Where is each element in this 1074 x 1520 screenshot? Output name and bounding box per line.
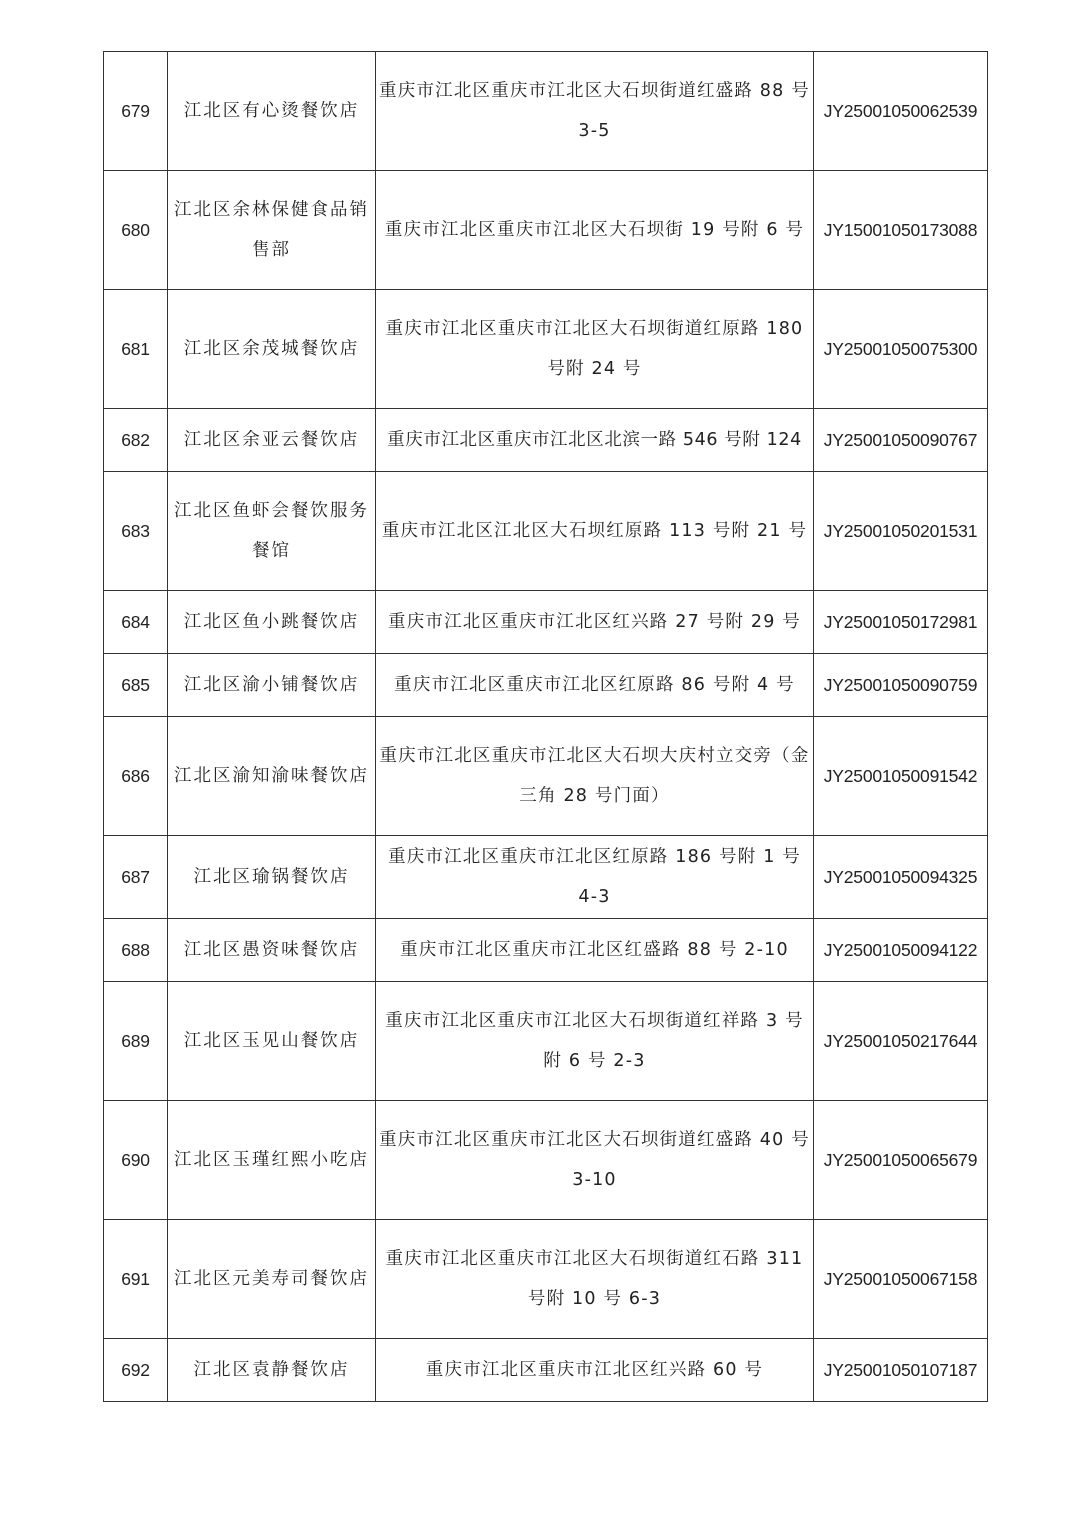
business-address: 重庆市江北区重庆市江北区北滨一路 546 号附 124 bbox=[376, 409, 814, 472]
row-number: 685 bbox=[104, 654, 168, 717]
business-name: 江北区元美寿司餐饮店 bbox=[168, 1220, 376, 1339]
business-name: 江北区玉见山餐饮店 bbox=[168, 982, 376, 1101]
business-address: 重庆市江北区重庆市江北区红原路 86 号附 4 号 bbox=[376, 654, 814, 717]
business-name: 江北区渝知渝味餐饮店 bbox=[168, 717, 376, 836]
row-number: 686 bbox=[104, 717, 168, 836]
row-number: 691 bbox=[104, 1220, 168, 1339]
row-number: 689 bbox=[104, 982, 168, 1101]
business-address: 重庆市江北区重庆市江北区大石坝街道红石路 311 号附 10 号 6-3 bbox=[376, 1220, 814, 1339]
row-number: 692 bbox=[104, 1339, 168, 1402]
row-number: 683 bbox=[104, 472, 168, 591]
license-number: JY25001050201531 bbox=[814, 472, 988, 591]
table-row bbox=[104, 717, 988, 836]
business-name: 江北区愚资味餐饮店 bbox=[168, 919, 376, 982]
license-number: JY25001050065679 bbox=[814, 1101, 988, 1220]
table-row bbox=[104, 982, 988, 1101]
table-row bbox=[104, 836, 988, 919]
license-number: JY25001050075300 bbox=[814, 290, 988, 409]
business-address: 重庆市江北区江北区大石坝红原路 113 号附 21 号 bbox=[376, 472, 814, 591]
table-row bbox=[104, 654, 988, 717]
license-number: JY25001050094122 bbox=[814, 919, 988, 982]
business-address: 重庆市江北区重庆市江北区大石坝街 19 号附 6 号 bbox=[376, 171, 814, 290]
table-row bbox=[104, 472, 988, 591]
license-number: JY25001050094325 bbox=[814, 836, 988, 919]
business-address: 重庆市江北区重庆市江北区红原路 186 号附 1 号 4-3 bbox=[376, 836, 814, 919]
business-name: 江北区瑜锅餐饮店 bbox=[168, 836, 376, 919]
registry-table bbox=[103, 51, 988, 1402]
business-name: 江北区袁静餐饮店 bbox=[168, 1339, 376, 1402]
business-name: 江北区鱼虾会餐饮服务餐馆 bbox=[168, 472, 376, 591]
license-number: JY25001050090759 bbox=[814, 654, 988, 717]
row-number: 682 bbox=[104, 409, 168, 472]
table-row bbox=[104, 1220, 988, 1339]
business-address: 重庆市江北区重庆市江北区大石坝街道红祥路 3 号附 6 号 2-3 bbox=[376, 982, 814, 1101]
table-row bbox=[104, 919, 988, 982]
row-number: 681 bbox=[104, 290, 168, 409]
business-address: 重庆市江北区重庆市江北区红兴路 60 号 bbox=[376, 1339, 814, 1402]
business-address: 重庆市江北区重庆市江北区红兴路 27 号附 29 号 bbox=[376, 591, 814, 654]
row-number: 684 bbox=[104, 591, 168, 654]
business-name: 江北区渝小铺餐饮店 bbox=[168, 654, 376, 717]
row-number: 687 bbox=[104, 836, 168, 919]
license-number: JY25001050172981 bbox=[814, 591, 988, 654]
business-name: 江北区余茂城餐饮店 bbox=[168, 290, 376, 409]
row-number: 688 bbox=[104, 919, 168, 982]
business-name: 江北区余亚云餐饮店 bbox=[168, 409, 376, 472]
business-name: 江北区余林保健食品销售部 bbox=[168, 171, 376, 290]
table-row bbox=[104, 52, 988, 171]
license-number: JY25001050107187 bbox=[814, 1339, 988, 1402]
table-row bbox=[104, 409, 988, 472]
table-row bbox=[104, 171, 988, 290]
business-address: 重庆市江北区重庆市江北区大石坝街道红盛路 88 号 3-5 bbox=[376, 52, 814, 171]
business-name: 江北区玉瑾红熙小吃店 bbox=[168, 1101, 376, 1220]
business-address: 重庆市江北区重庆市江北区大石坝街道红原路 180 号附 24 号 bbox=[376, 290, 814, 409]
row-number: 679 bbox=[104, 52, 168, 171]
license-number: JY25001050090767 bbox=[814, 409, 988, 472]
row-number: 680 bbox=[104, 171, 168, 290]
license-number: JY25001050067158 bbox=[814, 1220, 988, 1339]
table-row bbox=[104, 591, 988, 654]
table-row bbox=[104, 1339, 988, 1402]
table-row bbox=[104, 290, 988, 409]
row-number: 690 bbox=[104, 1101, 168, 1220]
license-number: JY25001050217644 bbox=[814, 982, 988, 1101]
license-number: JY25001050091542 bbox=[814, 717, 988, 836]
business-name: 江北区有心烫餐饮店 bbox=[168, 52, 376, 171]
business-address: 重庆市江北区重庆市江北区大石坝大庆村立交旁（金三角 28 号门面） bbox=[376, 717, 814, 836]
table-row bbox=[104, 1101, 988, 1220]
business-address: 重庆市江北区重庆市江北区大石坝街道红盛路 40 号 3-10 bbox=[376, 1101, 814, 1220]
business-name: 江北区鱼小跳餐饮店 bbox=[168, 591, 376, 654]
license-number: JY15001050173088 bbox=[814, 171, 988, 290]
license-number: JY25001050062539 bbox=[814, 52, 988, 171]
business-address: 重庆市江北区重庆市江北区红盛路 88 号 2-10 bbox=[376, 919, 814, 982]
